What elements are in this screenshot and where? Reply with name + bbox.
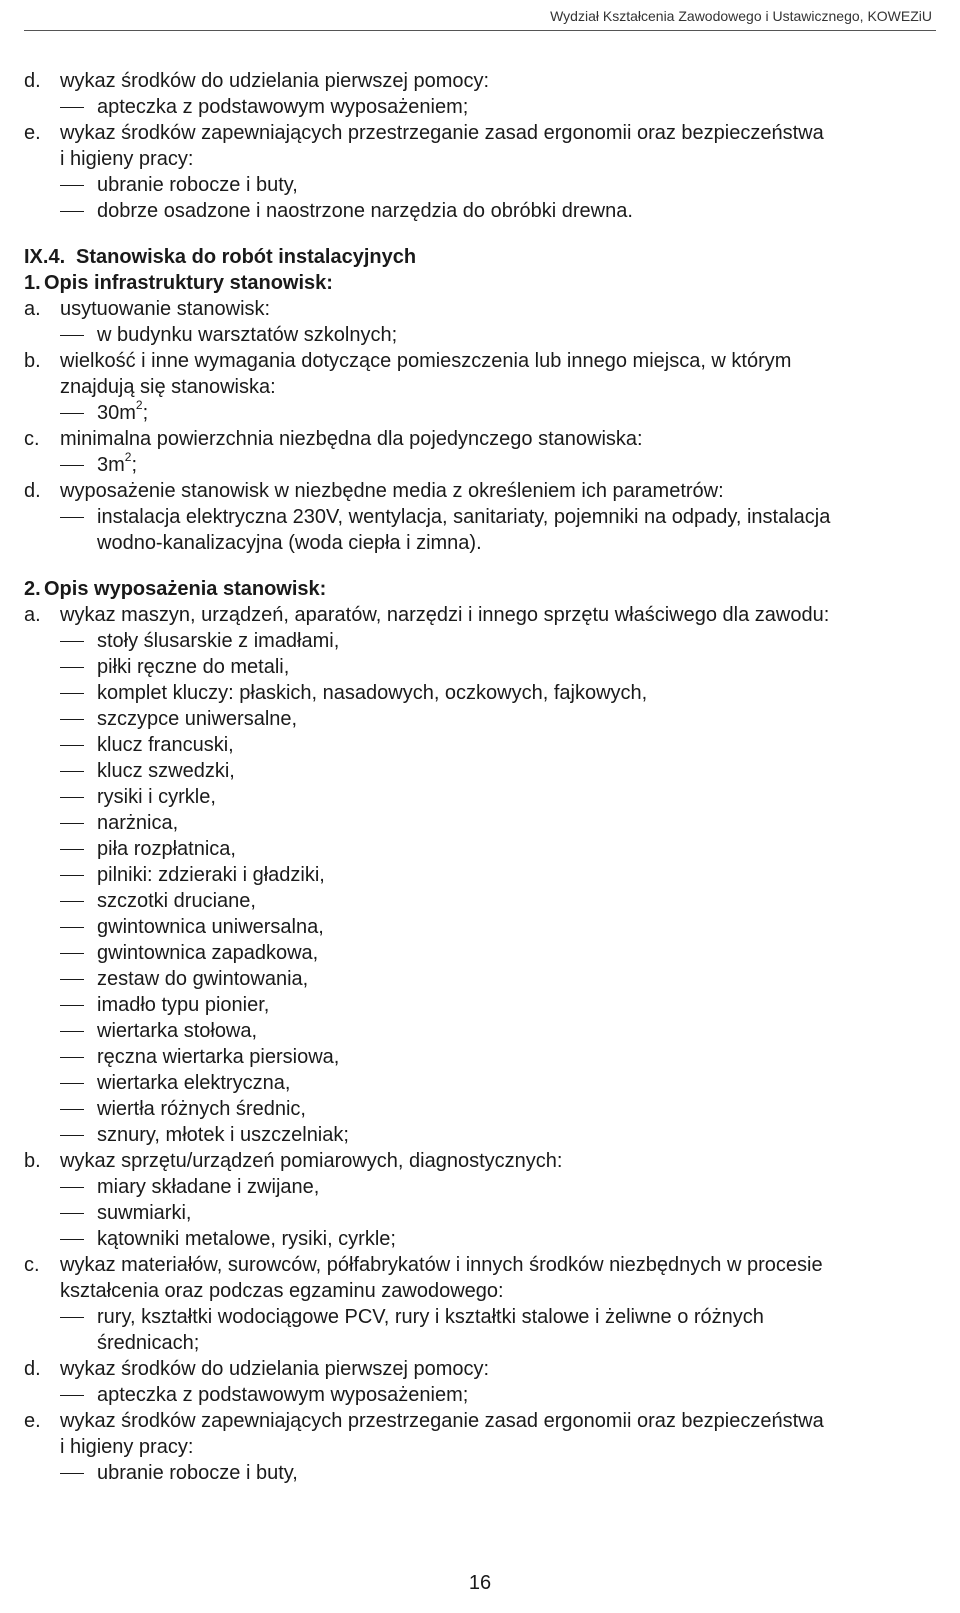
exponent: 2 [124, 450, 132, 465]
item-label: d. [24, 480, 41, 502]
dash-bullet [60, 927, 84, 928]
dash-bullet [60, 953, 84, 954]
dash-bullet [60, 1031, 84, 1032]
dash-item [24, 654, 944, 680]
dash-item-text: suwmiarki, [97, 1202, 192, 1224]
dash-item [24, 628, 944, 654]
item-text: wyposażenie stanowisk w niezbędne media z określeniem ich parametrów: [60, 480, 724, 502]
dash-item [24, 452, 944, 478]
dash-item-text: klucz szwedzki, [97, 760, 235, 782]
dash-item-text: rury, kształtki wodociągowe PCV, rury i kształtki stalowe i żeliwne o różnych [97, 1306, 764, 1328]
dash-item [24, 1096, 944, 1122]
dash-item [24, 400, 944, 426]
item-text: wykaz środków zapewniających przestrzeganie zasad ergonomii oraz bezpieczeństwa [60, 1410, 824, 1432]
document-body [24, 68, 944, 1486]
dash-item-text: piła rozpłatnica, [97, 838, 236, 860]
dash-item [24, 784, 944, 810]
measuring-equipment-list [24, 1174, 944, 1252]
dash-item-text: wiertarka elektryczna, [97, 1072, 291, 1094]
item-text-continuation: i higieny pracy: [60, 148, 194, 170]
dash-item-text: klucz francuski, [97, 734, 234, 756]
dash-item-text: sznury, młotek i uszczelniak; [97, 1124, 349, 1146]
item-label: d. [24, 1358, 41, 1380]
item-text: wykaz środków do udzielania pierwszej pomocy: [60, 1358, 490, 1380]
dash-bullet [60, 901, 84, 902]
dash-item-text: imadło typu pionier, [97, 994, 270, 1016]
item-text: wykaz środków zapewniających przestrzeganie zasad ergonomii oraz bezpieczeństwa [60, 122, 824, 144]
list-item-continuation [24, 1434, 944, 1460]
dash-item-text: instalacja elektryczna 230V, wentylacja, sanitariaty, pojemniki na odpady, instalacja [97, 506, 831, 528]
dash-item [24, 810, 944, 836]
dash-bullet [60, 1317, 84, 1318]
dash-bullet [60, 107, 84, 108]
list-item-d [24, 68, 944, 94]
dash-bullet [60, 979, 84, 980]
subsection-heading-2 [24, 576, 944, 602]
punctuation: ; [142, 402, 149, 424]
list-item-e [24, 1408, 944, 1434]
value: 3m [97, 454, 125, 476]
item-text: wykaz środków do udzielania pierwszej pomocy: [60, 70, 490, 92]
dash-item [24, 1174, 944, 1200]
list-item-e [24, 120, 944, 146]
item-label: b. [24, 350, 41, 372]
dash-item [24, 706, 944, 732]
item-text: usytuowanie stanowisk: [60, 298, 271, 320]
exponent: 2 [135, 398, 143, 413]
dash-bullet [60, 849, 84, 850]
dash-item-text: apteczka z podstawowym wyposażeniem; [97, 1384, 469, 1406]
dash-item [24, 172, 944, 198]
dash-bullet [60, 771, 84, 772]
dash-bullet [60, 1187, 84, 1188]
dash-bullet [60, 1473, 84, 1474]
item-text: minimalna powierzchnia niezbędna dla pojedynczego stanowiska: [60, 428, 643, 450]
dash-item-text: pilniki: zdzieraki i gładziki, [97, 864, 325, 886]
dash-item [24, 1460, 944, 1486]
page-header: Wydział Kształcenia Zawodowego i Ustawicznego, KOWEZiU [550, 8, 932, 24]
dash-item [24, 1070, 944, 1096]
dash-item [24, 940, 944, 966]
item-label: e. [24, 1410, 41, 1432]
header-divider [24, 30, 936, 31]
dash-item-text: zestaw do gwintowania, [97, 968, 309, 990]
dash-item-text: rysiki i cyrkle, [97, 786, 216, 808]
dash-item-text-continuation: średnicach; [97, 1332, 200, 1354]
dash-item [24, 1044, 944, 1070]
dash-item-text [97, 452, 137, 478]
item-text-continuation: znajdują się stanowiska: [60, 376, 276, 398]
dash-bullet [60, 1005, 84, 1006]
value: 30m [97, 402, 136, 424]
dash-item-text: gwintownica uniwersalna, [97, 916, 324, 938]
subsection-heading-1 [24, 270, 944, 296]
dash-item [24, 94, 944, 120]
list-item-d [24, 1356, 944, 1382]
dash-bullet [60, 693, 84, 694]
list-item-continuation [24, 374, 944, 400]
punctuation: ; [131, 454, 138, 476]
page-number: 16 [468, 1572, 492, 1594]
dash-item [24, 758, 944, 784]
item-label: b. [24, 1150, 41, 1172]
list-item-continuation [24, 1278, 944, 1304]
dash-item-text: miary składane i zwijane, [97, 1176, 320, 1198]
item-label: a. [24, 298, 41, 320]
section-heading [24, 244, 944, 270]
dash-item [24, 504, 944, 530]
dash-item-text: ubranie robocze i buty, [97, 174, 298, 196]
list-item-b [24, 1148, 944, 1174]
subsection-number: 2. [24, 578, 41, 600]
dash-item-text: apteczka z podstawowym wyposażeniem; [97, 96, 469, 118]
dash-bullet [60, 211, 84, 212]
dash-item [24, 1226, 944, 1252]
dash-bullet [60, 1213, 84, 1214]
list-item-a [24, 602, 944, 628]
dash-item-text: dobrze osadzone i naostrzone narzędzia do obróbki drewna. [97, 200, 633, 222]
dash-item [24, 322, 944, 348]
dash-bullet [60, 185, 84, 186]
dash-item-text: wiertła różnych średnic, [97, 1098, 306, 1120]
dash-item [24, 1200, 944, 1226]
dash-bullet [60, 641, 84, 642]
dash-item [24, 680, 944, 706]
dash-item-continuation [24, 530, 944, 556]
dash-item-continuation [24, 1330, 944, 1356]
list-item-a [24, 296, 944, 322]
dash-bullet [60, 1135, 84, 1136]
subsection-title: Opis infrastruktury stanowisk: [44, 272, 333, 294]
dash-item [24, 198, 944, 224]
item-label: c. [24, 1254, 40, 1276]
dash-bullet [60, 1395, 84, 1396]
list-item-c [24, 426, 944, 452]
section-number: IX.4. [24, 246, 66, 268]
dash-bullet [60, 1109, 84, 1110]
dash-bullet [60, 1239, 84, 1240]
item-label: d. [24, 70, 41, 92]
dash-item-text: ręczna wiertarka piersiowa, [97, 1046, 340, 1068]
dash-item [24, 732, 944, 758]
dash-item [24, 862, 944, 888]
dash-item-text: kątowniki metalowe, rysiki, cyrkle; [97, 1228, 396, 1250]
dash-item-text: piłki ręczne do metali, [97, 656, 290, 678]
dash-item-text: stoły ślusarskie z imadłami, [97, 630, 340, 652]
dash-item [24, 1304, 944, 1330]
dash-item-text: szczypce uniwersalne, [97, 708, 298, 730]
dash-bullet [60, 413, 84, 414]
dash-item [24, 1122, 944, 1148]
dash-bullet [60, 875, 84, 876]
dash-bullet [60, 1057, 84, 1058]
item-text-continuation: kształcenia oraz podczas egzaminu zawodowego: [60, 1280, 504, 1302]
subsection-title: Opis wyposażenia stanowisk: [44, 578, 327, 600]
dash-bullet [60, 823, 84, 824]
item-text: wykaz maszyn, urządzeń, aparatów, narzędzi i innego sprzętu właściwego dla zawodu: [60, 604, 830, 626]
item-text: wielkość i inne wymagania dotyczące pomieszczenia lub innego miejsca, w którym [60, 350, 792, 372]
dash-item-text: w budynku warsztatów szkolnych; [97, 324, 398, 346]
item-label: c. [24, 428, 40, 450]
dash-item-text: ubranie robocze i buty, [97, 1462, 298, 1484]
dash-item [24, 914, 944, 940]
dash-bullet [60, 719, 84, 720]
dash-item [24, 888, 944, 914]
dash-item-text-continuation: wodno-kanalizacyjna (woda ciepła i zimna). [97, 532, 482, 554]
section-title: Stanowiska do robót instalacyjnych [76, 246, 417, 268]
list-item-b [24, 348, 944, 374]
item-label: e. [24, 122, 41, 144]
dash-bullet [60, 465, 84, 466]
dash-item-text [97, 400, 148, 426]
item-text: wykaz materiałów, surowców, półfabrykatów i innych środków niezbędnych w procesie [60, 1254, 823, 1276]
dash-item-text: komplet kluczy: płaskich, nasadowych, oczkowych, fajkowych, [97, 682, 648, 704]
item-text-continuation: i higieny pracy: [60, 1436, 194, 1458]
list-item-c [24, 1252, 944, 1278]
dash-item [24, 1382, 944, 1408]
dash-item [24, 836, 944, 862]
dash-bullet [60, 797, 84, 798]
item-label: a. [24, 604, 41, 626]
equipment-list [24, 628, 944, 1148]
dash-item-text: wiertarka stołowa, [97, 1020, 258, 1042]
dash-bullet [60, 1083, 84, 1084]
dash-item-text: gwintownica zapadkowa, [97, 942, 319, 964]
dash-item [24, 966, 944, 992]
dash-bullet [60, 335, 84, 336]
dash-bullet [60, 517, 84, 518]
subsection-number: 1. [24, 272, 41, 294]
list-item-continuation [24, 146, 944, 172]
dash-item-text: szczotki druciane, [97, 890, 256, 912]
dash-bullet [60, 667, 84, 668]
dash-item [24, 1018, 944, 1044]
dash-item-text: narżnica, [97, 812, 179, 834]
dash-bullet [60, 745, 84, 746]
dash-item [24, 992, 944, 1018]
list-item-d [24, 478, 944, 504]
item-text: wykaz sprzętu/urządzeń pomiarowych, diagnostycznych: [60, 1150, 563, 1172]
